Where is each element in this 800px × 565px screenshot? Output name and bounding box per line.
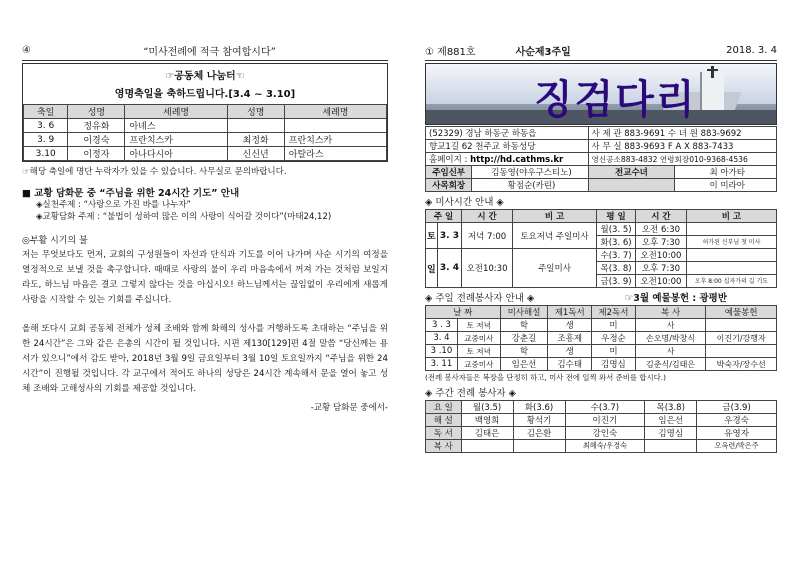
service-cell: 생 bbox=[548, 345, 592, 358]
birthday-cell: 3.10 bbox=[24, 147, 68, 161]
mass-header-cell: 시 간 bbox=[636, 210, 687, 223]
weekly-row bbox=[426, 440, 777, 453]
birthday-cell: 이경숙 bbox=[68, 133, 125, 147]
lent-text: 저는 무엇보다도 먼저, 교회의 구성원들이 자선과 단식과 기도를 이어 나가며 사순 시기의 여정을 열정적으로 보낼 것을 촉구합니다. 때때로 사랑의 불이 우리 마음속에서 꺼져 가는 것처럼 보일지라도, 하느님 마음은 결코 그렇지 않다는 것을 아십시오! 하느님께서는 끊임없이 우리에게 새롭게 사랑을 시작할 수 있는 기회를 주십니다. bbox=[22, 250, 388, 305]
weekly-header-cell: 월(3.5) bbox=[461, 401, 513, 414]
service-cell: 토 저녁 bbox=[457, 319, 500, 332]
weekday-mass-cell bbox=[686, 223, 776, 236]
service-cell: 이진기/강행자 bbox=[706, 332, 777, 345]
contact-line-1: 사 제 관 883-9691 수 녀 원 883-9692 bbox=[588, 127, 776, 140]
staff-cell bbox=[588, 179, 675, 192]
weekly-cell: 이진기 bbox=[565, 414, 645, 427]
birthday-header-cell: 세례명 bbox=[125, 105, 227, 119]
weekday-mass-cell: 목(3. 8) bbox=[597, 262, 636, 275]
lent-heading: ◎부활 시기의 불 bbox=[22, 236, 88, 246]
birthday-row bbox=[24, 147, 387, 161]
staff-cell: 최 아가타 bbox=[675, 166, 777, 179]
weekly-cell: 독 서 bbox=[426, 427, 462, 440]
staff-cell: 주임신부 bbox=[426, 166, 472, 179]
weekday-mass-cell: 허가된 신부님 첫 미사 bbox=[686, 236, 776, 249]
weekday-mass-cell: 오전 6:30 bbox=[636, 223, 687, 236]
sunday-name: 사순제3주일 bbox=[515, 46, 571, 58]
service-table bbox=[425, 305, 777, 371]
square-bullet-icon: ■ bbox=[22, 188, 35, 199]
weekly-cell: 강인숙 bbox=[565, 427, 645, 440]
service-row bbox=[426, 319, 777, 332]
community-title: ☞공동체 나눔터☜ bbox=[165, 71, 245, 82]
offering-banner: ☞3월 예물봉헌 : 광평반 bbox=[624, 293, 727, 304]
mass-sun-time: 오전10:30 bbox=[462, 249, 513, 288]
weekday-mass-cell: 수(3. 7) bbox=[597, 249, 636, 262]
birthday-header-cell: 성명 bbox=[68, 105, 125, 119]
service-cell: 3. 11 bbox=[426, 358, 458, 371]
weekday-mass-cell: 오전10:00 bbox=[636, 249, 687, 262]
service-cell bbox=[706, 319, 777, 332]
staff-cell: 사목회장 bbox=[426, 179, 472, 192]
mass-header-cell: 주 일 bbox=[426, 210, 462, 223]
service-cell: 3. 4 bbox=[426, 332, 458, 345]
service-title: ◈ 주일 전례봉사자 안내 ◈ bbox=[425, 293, 535, 304]
birthday-cell: 이정자 bbox=[68, 147, 125, 161]
homepage-link[interactable]: http://hd.cathms.kr bbox=[470, 155, 564, 165]
issue-date: 2018. 3. 4 bbox=[726, 44, 777, 56]
service-cell: 조흥제 bbox=[548, 332, 592, 345]
weekly-header-cell: 요 일 bbox=[426, 401, 462, 414]
mass-sun-day: 일 bbox=[426, 249, 438, 288]
staff-row bbox=[426, 166, 777, 179]
service-header-cell: 날 짜 bbox=[426, 306, 501, 319]
weekly-cell: 복 사 bbox=[426, 440, 462, 453]
service-cell: 사 bbox=[635, 345, 706, 358]
contact-table bbox=[425, 126, 777, 192]
weekly-title: ◈ 주간 전례 봉사자 ◈ bbox=[425, 388, 516, 399]
weekday-mass-cell bbox=[686, 249, 776, 262]
birthday-cell: 아나다시아 bbox=[125, 147, 227, 161]
birthday-cell: 아탈라스 bbox=[284, 147, 386, 161]
staff-cell: 황점순(카린) bbox=[472, 179, 588, 192]
birthday-cell: 정유화 bbox=[68, 119, 125, 133]
diocese-theme: ◈교황담화 주제 : “불법이 성하여 많은 이의 사랑이 식어갈 것이다”(마태24,12) bbox=[36, 212, 332, 222]
service-header-cell: 미사해설 bbox=[500, 306, 548, 319]
birthday-cell: 프란치스카 bbox=[125, 133, 227, 147]
feast-title: 영명축일을 축하드립니다.[3.4 ~ 3.10] bbox=[114, 89, 296, 100]
mass-header-cell: 비 고 bbox=[686, 210, 776, 223]
service-cell: 사 bbox=[635, 319, 706, 332]
mass-sun-date: 3. 4 bbox=[437, 249, 461, 288]
weekly-cell bbox=[645, 440, 697, 453]
birthday-cell: 3. 6 bbox=[24, 119, 68, 133]
service-cell: 토 저녁 bbox=[457, 345, 500, 358]
birthday-header-cell: 성명 bbox=[227, 105, 284, 119]
weekday-mass-cell: 화(3. 6) bbox=[597, 236, 636, 249]
birthday-cell bbox=[227, 119, 284, 133]
weekday-mass-cell: 오후 7:30 bbox=[636, 262, 687, 275]
right-page-number: ① 제881호 bbox=[425, 46, 476, 58]
service-cell: 교중미사 bbox=[457, 332, 500, 345]
community-section bbox=[22, 63, 388, 162]
weekly-header-cell: 금(3.9) bbox=[697, 401, 777, 414]
birthday-note: ☞해당 축일에 명단 누락자가 있을 수 있습니다. 사무실로 문의바랍니다. bbox=[22, 167, 287, 177]
mass-header-cell: 시 간 bbox=[462, 210, 513, 223]
birthday-cell: 아녜스 bbox=[125, 119, 227, 133]
staff-cell: 전교수녀 bbox=[588, 166, 675, 179]
mass-sat-day: 토 bbox=[426, 223, 438, 249]
mass-header-cell: 평 일 bbox=[597, 210, 636, 223]
weekly-cell: 백영희 bbox=[461, 414, 513, 427]
weekly-cell bbox=[513, 440, 565, 453]
service-cell: 임은선 bbox=[500, 358, 548, 371]
service-title-row bbox=[425, 290, 777, 304]
weekly-header-cell: 화(3.6) bbox=[513, 401, 565, 414]
service-cell: 우정순 bbox=[592, 332, 636, 345]
address-line-1: (52329) 경남 하동군 하동읍 bbox=[426, 127, 589, 140]
event-text: 올해 또다시 교회 공동체 전체가 성체 조배와 함께 화해의 성사를 거행하도록 초대하는 “주님을 위한 24시간”은 그와 같은 은총의 시간이 될 것입니다. 시편 제130[129]편 4절 말씀 “당신께는 용서가 있으니”에서 감도 받아, 2018년 3월 9일 금요일부터 3월 10일 토요일까지 “주님을 위한 24시간”이 진행될 것입니다. 각 교구에서 적어도 하나의 성당은 24시간 계속해서 문을 열어 놓고 성체 조배와 고해성사의 기회를 제공할 것입니다. bbox=[22, 324, 388, 394]
weekly-row bbox=[426, 414, 777, 427]
cross-icon bbox=[711, 66, 714, 78]
slogan: “미사전례에 적극 참여합시다” bbox=[143, 46, 276, 58]
service-cell: 김춘식/김태은 bbox=[635, 358, 706, 371]
service-cell: 교중미사 bbox=[457, 358, 500, 371]
mass-sat-time: 저녁 7:00 bbox=[462, 223, 513, 249]
staff-cell: 이 미라아 bbox=[675, 179, 777, 192]
weekday-mass-cell: 오후 8:00 십자가의 길 기도 bbox=[686, 275, 776, 288]
service-cell: 김수태 bbox=[548, 358, 592, 371]
birthday-header-cell: 축일 bbox=[24, 105, 68, 119]
weekly-cell: 황석기 bbox=[513, 414, 565, 427]
practice-theme: ◈실천주제 : “사랑으로 가진 바를 나누자” bbox=[36, 200, 191, 210]
right-page bbox=[425, 0, 777, 565]
contact-line-2: 사 무 실 883-9693 F A X 883-7433 bbox=[588, 140, 776, 153]
weekly-table bbox=[425, 400, 777, 453]
mass-header-cell: 비 고 bbox=[512, 210, 596, 223]
service-cell bbox=[706, 345, 777, 358]
birthday-row bbox=[24, 133, 387, 147]
service-header-cell: 제1독서 bbox=[548, 306, 592, 319]
weekly-cell: 임은선 bbox=[645, 414, 697, 427]
left-page-number: ④ bbox=[22, 44, 31, 56]
service-cell: 3 . 3 bbox=[426, 319, 458, 332]
weekday-mass-cell: 월(3. 5) bbox=[597, 223, 636, 236]
weekday-mass-cell: 오전10:00 bbox=[636, 275, 687, 288]
service-header-cell: 예물봉헌 bbox=[706, 306, 777, 319]
homepage: 홈페이지 : http://hd.cathms.kr bbox=[426, 153, 589, 166]
weekly-cell: 우경숙 bbox=[697, 414, 777, 427]
service-cell: 김명심 bbox=[592, 358, 636, 371]
service-cell: 미 bbox=[592, 345, 636, 358]
contact-line-3: 영신공소883-4832 연령회장010-9368-4536 bbox=[588, 153, 776, 166]
service-note: (전례 봉사자들은 복장을 단정히 하고, 미사 전에 일찍 와서 준비를 합시다.) bbox=[425, 373, 667, 382]
masthead bbox=[425, 63, 777, 125]
weekly-cell: 김태은 bbox=[461, 427, 513, 440]
weekly-header-cell: 목(3.8) bbox=[645, 401, 697, 414]
left-header bbox=[22, 40, 388, 60]
service-cell: 미 bbox=[592, 319, 636, 332]
weekly-cell: 김명심 bbox=[645, 427, 697, 440]
mass-sun-note: 주일미사 bbox=[512, 249, 596, 288]
birthday-cell: 프란치스카 bbox=[284, 133, 386, 147]
source-note: -교황 담화문 중에서- bbox=[310, 403, 388, 413]
service-cell: 강춘길 bbox=[500, 332, 548, 345]
weekly-cell: 김은환 bbox=[513, 427, 565, 440]
service-row bbox=[426, 345, 777, 358]
mass-table bbox=[425, 209, 777, 288]
weekday-mass-cell: 오후 7:30 bbox=[636, 236, 687, 249]
weekly-cell bbox=[461, 440, 513, 453]
weekly-row bbox=[426, 427, 777, 440]
weekly-header-cell: 수(3.7) bbox=[565, 401, 645, 414]
masthead-title: 징검다리 bbox=[534, 76, 697, 123]
address-line-2: 향교1길 62 천주교 하동성당 bbox=[426, 140, 589, 153]
birthday-cell bbox=[284, 119, 386, 133]
left-page bbox=[22, 0, 388, 565]
service-cell: 박숙자/장수선 bbox=[706, 358, 777, 371]
service-row bbox=[426, 332, 777, 345]
birthday-header-cell: 세례명 bbox=[284, 105, 386, 119]
service-cell: 생 bbox=[548, 319, 592, 332]
birthday-cell: 최정화 bbox=[227, 133, 284, 147]
mass-title: ◈ 미사시간 안내 ◈ bbox=[425, 197, 504, 208]
birthday-row bbox=[24, 119, 387, 133]
weekly-cell: 오옥련/박은주 bbox=[697, 440, 777, 453]
staff-row bbox=[426, 179, 777, 192]
service-row bbox=[426, 358, 777, 371]
weekly-cell: 최혜숙/우경숙 bbox=[565, 440, 645, 453]
mass-sat-note: 토요저녁 주일미사 bbox=[512, 223, 596, 249]
staff-cell: 김동영(야우구스티노) bbox=[472, 166, 588, 179]
service-cell: 손오명/박창식 bbox=[635, 332, 706, 345]
weekly-cell: 해 설 bbox=[426, 414, 462, 427]
weekly-cell: 유영자 bbox=[697, 427, 777, 440]
service-header-cell: 제2독서 bbox=[592, 306, 636, 319]
birthday-table bbox=[23, 104, 387, 161]
service-cell: 학 bbox=[500, 319, 548, 332]
right-header bbox=[425, 40, 777, 60]
service-cell: 학 bbox=[500, 345, 548, 358]
service-header-cell: 복 사 bbox=[635, 306, 706, 319]
pastoral-title: ■ 교황 담화문 중 “주님을 위한 24시간 기도” 안내 bbox=[22, 188, 240, 199]
service-cell: 3 .10 bbox=[426, 345, 458, 358]
weekday-mass-cell bbox=[686, 262, 776, 275]
weekday-mass-cell: 금(3. 9) bbox=[597, 275, 636, 288]
birthday-cell: 3. 9 bbox=[24, 133, 68, 147]
birthday-cell: 신신년 bbox=[227, 147, 284, 161]
mass-sat-date: 3. 3 bbox=[437, 223, 461, 249]
